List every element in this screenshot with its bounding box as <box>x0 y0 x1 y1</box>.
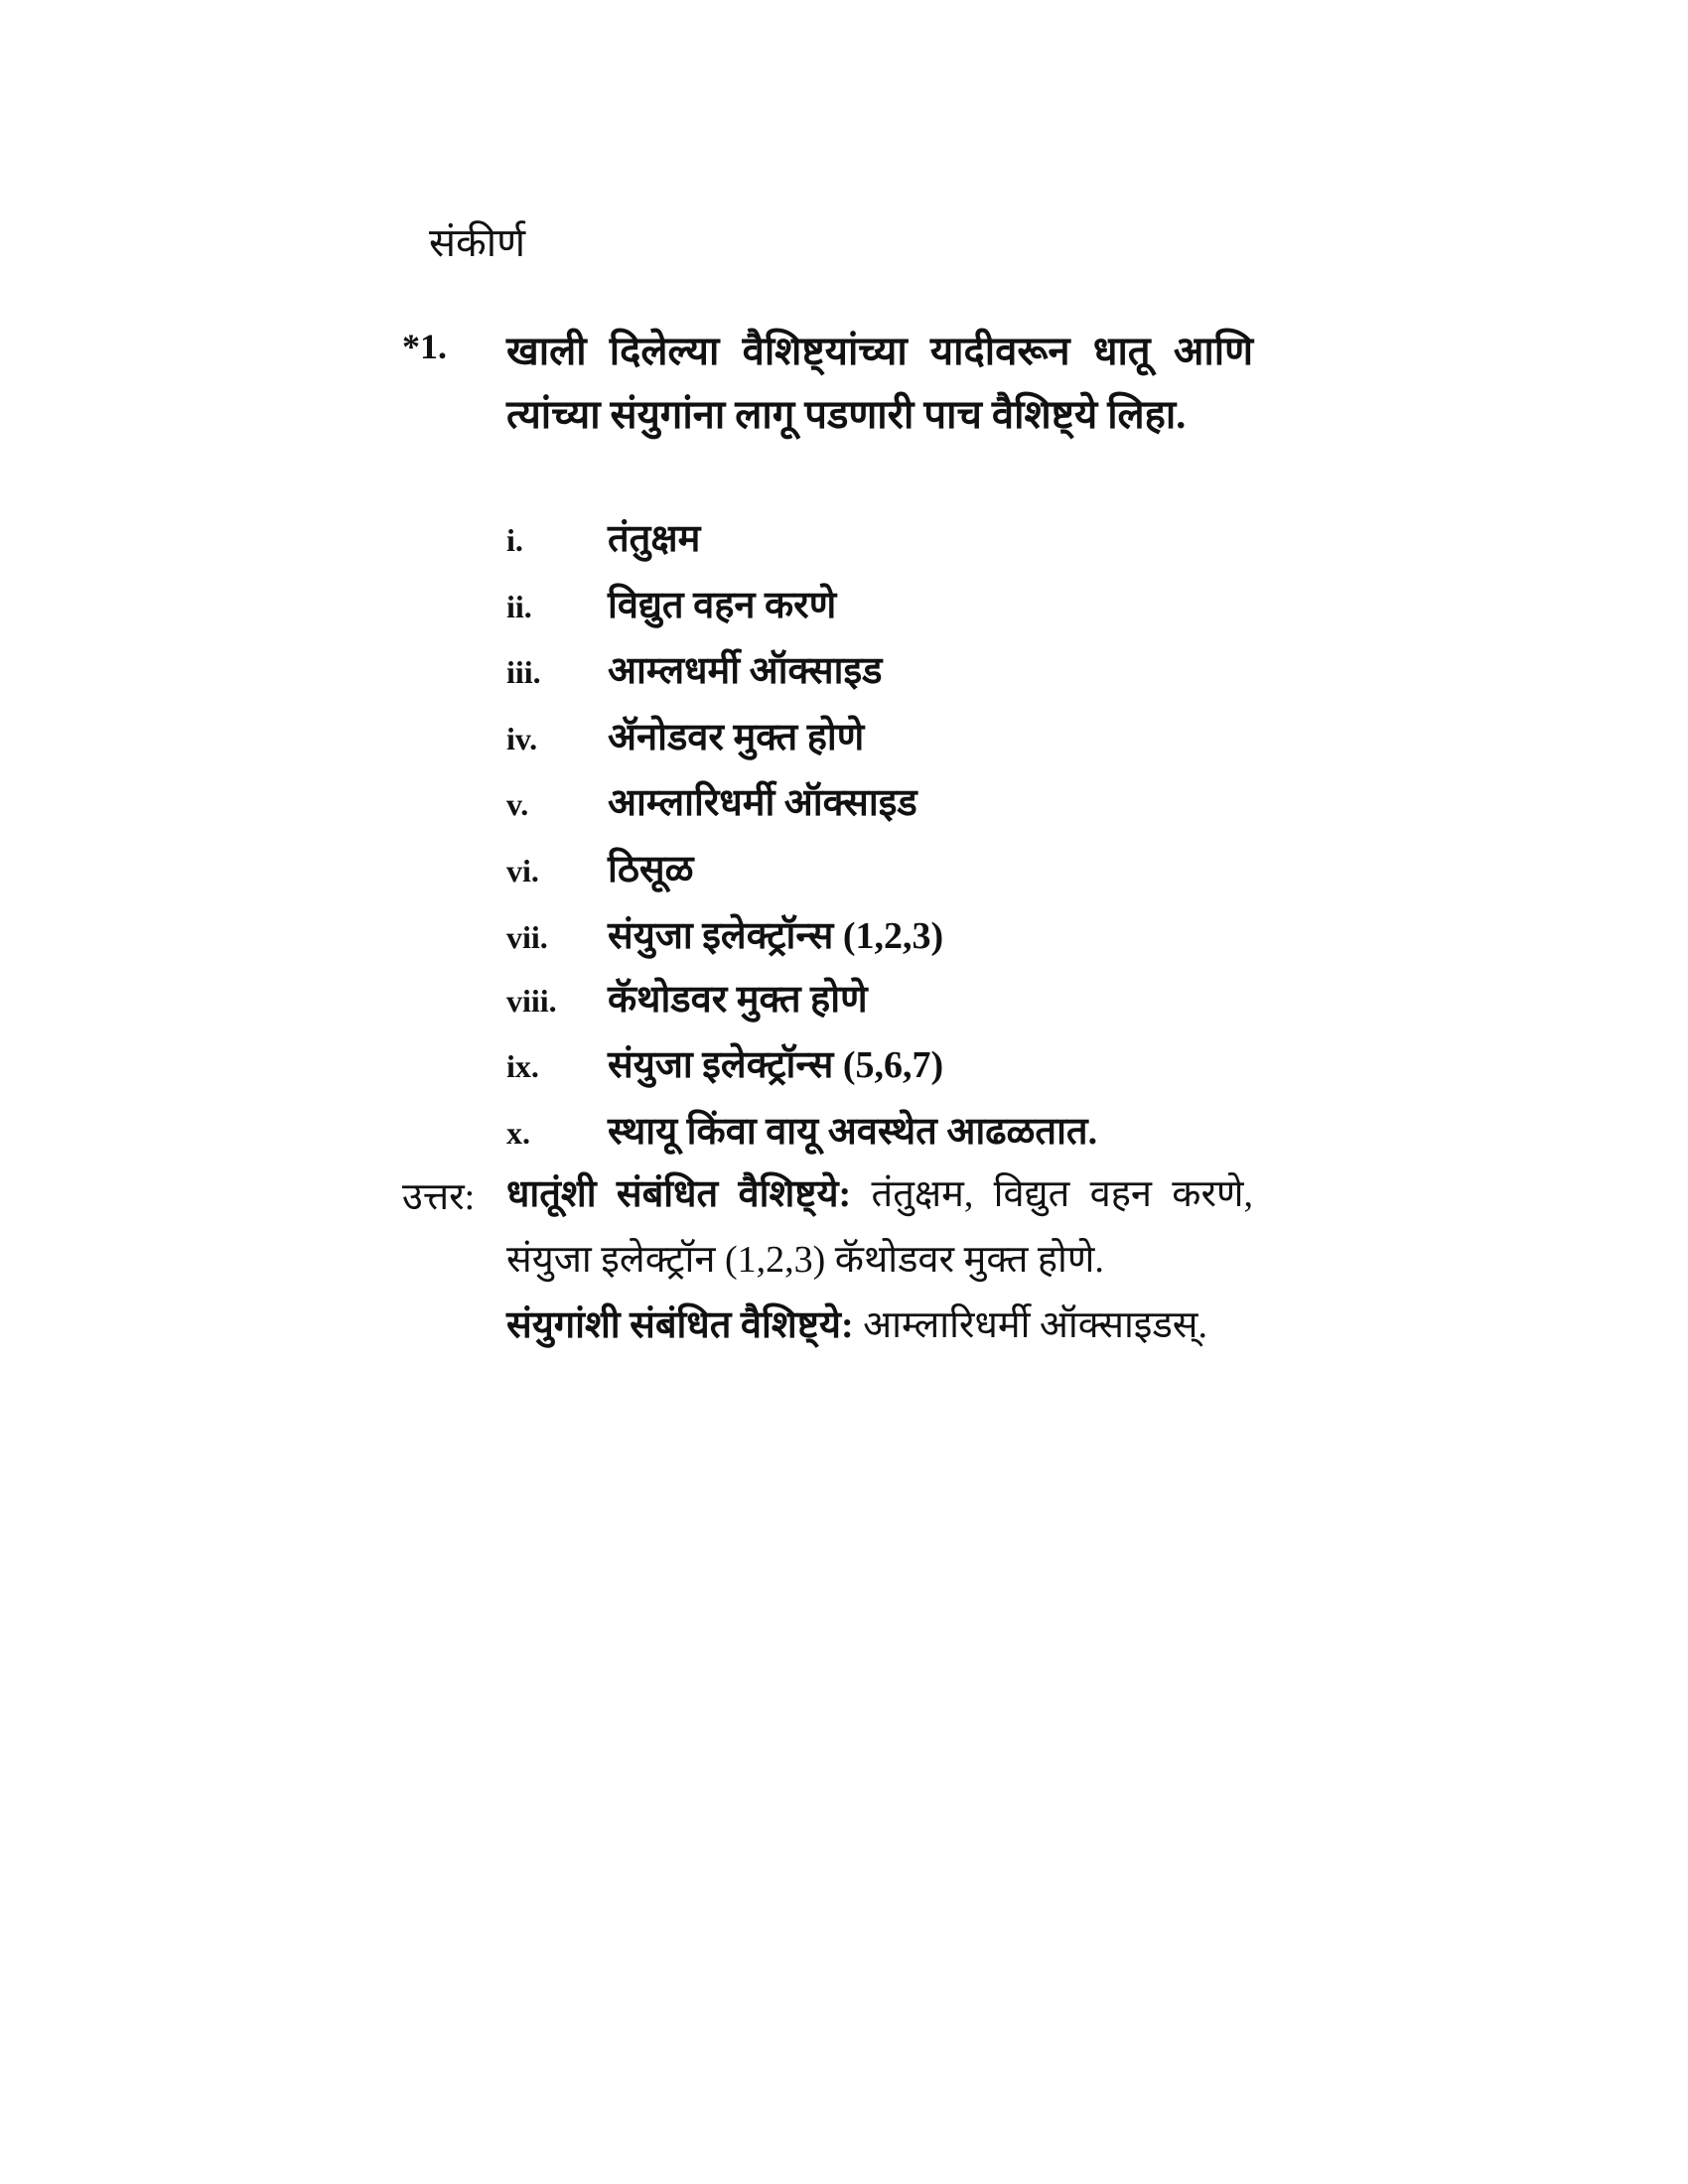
item-number: v. <box>506 786 529 822</box>
list-item <box>506 1104 1097 1156</box>
item-text: ठिसूळ <box>608 849 694 890</box>
list-item <box>506 775 917 827</box>
item-text: कॅथोडवर मुक्त होणे <box>608 979 868 1021</box>
list-item <box>506 972 868 1024</box>
item-text: संयुजा इलेक्ट्रॉन्स (5,6,7) <box>608 1044 944 1086</box>
item-number: x. <box>506 1115 530 1151</box>
item-number: ix. <box>506 1048 539 1084</box>
item-text: ॲनोडवर मुक्त होणे <box>608 717 865 758</box>
list-item <box>506 710 864 761</box>
item-number: vii. <box>506 919 548 955</box>
list-item <box>506 578 836 629</box>
section-title: संकीर्ण <box>429 220 526 265</box>
answer-label: उत्तर: <box>402 1176 476 1218</box>
metals-text: तंतुक्षम, विद्युत वहन करणे, संयुजा इलेक्ट्रॉन (1,2,3) कॅथोडवर मुक्त होणे. <box>506 1173 1253 1281</box>
compounds-heading: संयुगांशी संबंधित वैशिष्ट्ये: <box>506 1304 854 1346</box>
item-text: संयुजा इलेक्ट्रॉन्स (1,2,3) <box>608 915 944 957</box>
item-text: आम्लारिधर्मी ऑक्साइड <box>608 782 917 824</box>
question-number: *1. <box>402 327 447 366</box>
list-item <box>506 842 694 893</box>
question-text: खाली दिलेल्या वैशिष्ट्यांच्या यादीवरून धातू आणि त्यांच्या संयुगांना लागू पडणारी पाच वैशिष्ट्ये लिहा. <box>506 329 1253 437</box>
item-number: ii. <box>506 589 532 624</box>
item-number: iv. <box>506 721 538 756</box>
answer-metals <box>506 1161 1253 1293</box>
item-number: viii. <box>506 983 557 1019</box>
list-item <box>506 643 882 695</box>
compounds-text: आम्लारिधर्मी ऑक्साइडस्. <box>863 1304 1207 1346</box>
item-text: विद्युत वहन करणे <box>608 585 837 626</box>
list-item <box>506 908 943 960</box>
answer-compounds <box>506 1293 1253 1358</box>
metals-heading: धातूंशी संबंधित वैशिष्ट्ये: <box>506 1173 852 1215</box>
item-number: vi. <box>506 853 539 888</box>
item-text: तंतुक्षम <box>608 518 701 560</box>
item-text: स्थायू किंवा वायू अवस्थेत आढळतात. <box>608 1111 1098 1153</box>
item-text: आम्लधर्मी ऑक्साइड <box>608 650 883 692</box>
list-item <box>506 511 700 563</box>
list-item <box>506 1037 943 1089</box>
item-number: i. <box>506 522 523 558</box>
item-number: iii. <box>506 654 541 690</box>
